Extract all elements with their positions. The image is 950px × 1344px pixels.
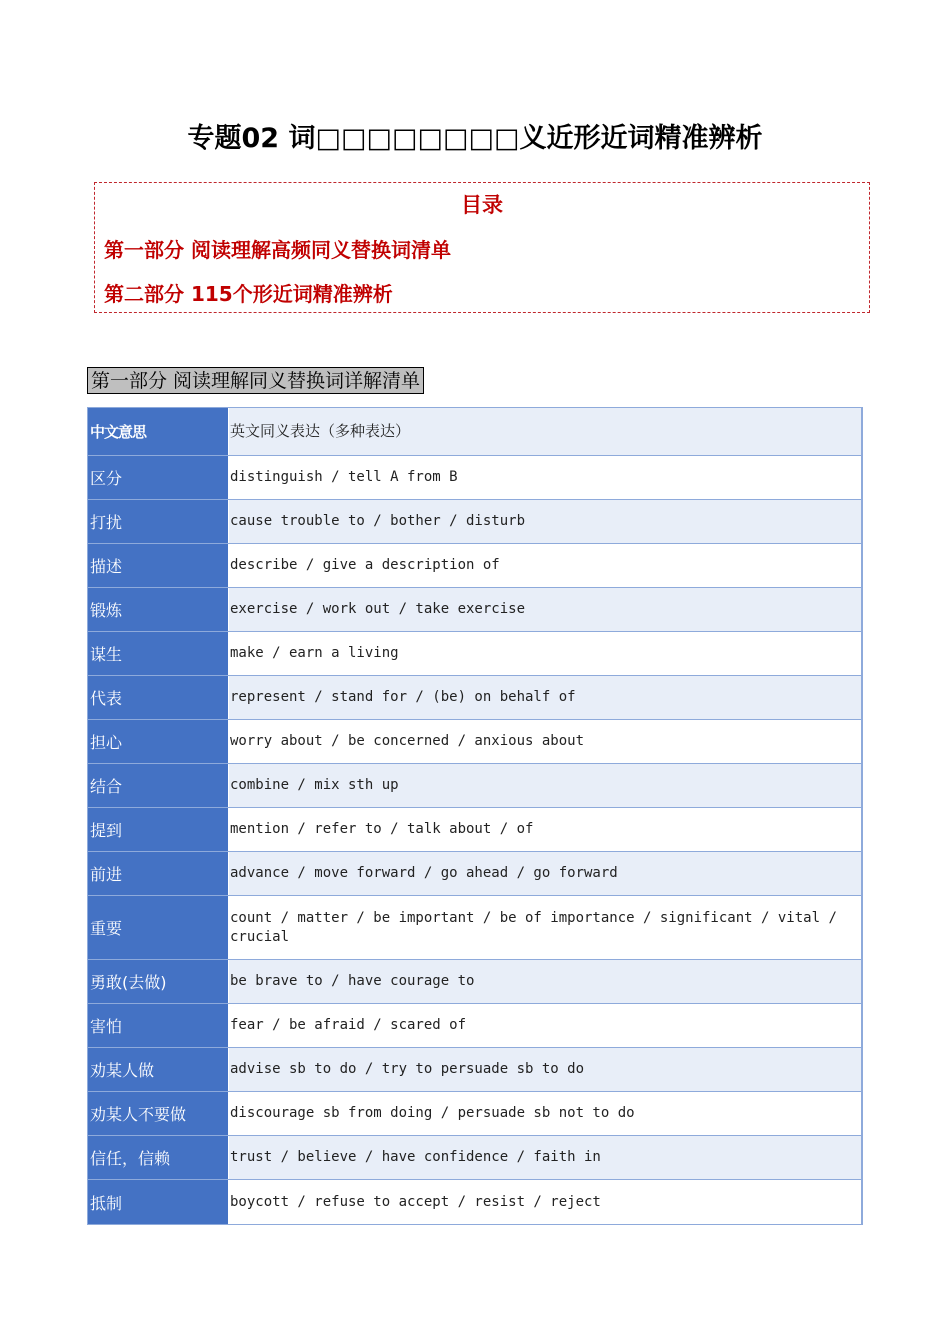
row-en: make / earn a living — [230, 645, 399, 661]
toc-item-part-2[interactable]: 第二部分 115个形近词精准辨析 — [104, 282, 393, 306]
table-row — [88, 1136, 861, 1180]
row-en: distinguish / tell A from B — [230, 469, 458, 485]
row-cn: 提到 — [88, 808, 229, 851]
table-row — [88, 1048, 861, 1092]
row-en: describe / give a description of — [230, 557, 500, 573]
table-row — [88, 1004, 861, 1048]
row-cn: 劝某人不要做 — [88, 1092, 229, 1135]
row-cn: 前进 — [88, 852, 229, 895]
table-row — [88, 1092, 861, 1136]
table-row — [88, 808, 861, 852]
table-header-row — [88, 408, 861, 456]
table-row — [88, 456, 861, 500]
synonym-table — [87, 407, 863, 1225]
row-en: combine / mix sth up — [229, 764, 861, 807]
table-row — [88, 896, 861, 960]
row-en: cause trouble to / bother / disturb — [229, 500, 861, 543]
row-cn: 信任，信赖 — [88, 1136, 229, 1179]
header-en: 英文同义表达（多种表达） — [229, 408, 861, 455]
row-cn: 劝某人做 — [88, 1048, 229, 1091]
row-cn: 区分 — [88, 456, 229, 499]
row-cn: 担心 — [88, 720, 229, 763]
table-row — [88, 544, 861, 588]
row-cn: 重要 — [88, 896, 229, 959]
table-row — [88, 632, 861, 676]
row-cn: 抵制 — [88, 1180, 229, 1224]
table-row — [88, 588, 861, 632]
table-row — [88, 676, 861, 720]
row-cn: 结合 — [88, 764, 229, 807]
row-cn: 代表 — [88, 676, 229, 719]
table-row — [88, 960, 861, 1004]
row-en: advise sb to do / try to persuade sb to do — [229, 1048, 861, 1091]
toc-item-part-1[interactable]: 第一部分 阅读理解高频同义替换词清单 — [104, 238, 451, 262]
toc-heading: 目录 — [461, 193, 503, 217]
row-cn: 害怕 — [88, 1004, 229, 1047]
row-en: represent / stand for / (be) on behalf of — [229, 676, 861, 719]
row-en: discourage sb from doing / persuade sb not to do — [230, 1105, 635, 1121]
row-cn: 打扰 — [88, 500, 229, 543]
table-row — [88, 764, 861, 808]
row-en: advance / move forward / go ahead / go forward — [229, 852, 861, 895]
row-en: exercise / work out / take exercise — [229, 588, 861, 631]
row-cn: 描述 — [88, 544, 229, 587]
row-cn: 勇敢(去做) — [88, 960, 229, 1003]
table-row — [88, 852, 861, 896]
row-en: worry about / be concerned / anxious about — [230, 733, 585, 749]
row-cn: 锻炼 — [88, 588, 229, 631]
header-cn: 中文意思 — [88, 408, 229, 455]
row-en: mention / refer to / talk about / of — [230, 821, 534, 837]
table-of-contents — [94, 182, 870, 313]
row-cn: 谋生 — [88, 632, 229, 675]
table-row — [88, 720, 861, 764]
row-en: be brave to / have courage to — [229, 960, 861, 1003]
row-en: fear / be afraid / scared of — [230, 1017, 467, 1033]
section-heading: 第一部分 阅读理解同义替换词详解清单 — [87, 367, 424, 394]
table-row — [88, 1180, 861, 1224]
table-row — [88, 500, 861, 544]
row-en: boycott / refuse to accept / resist / reject — [230, 1193, 601, 1210]
row-en: count / matter / be important / be of importance / significant / vital / crucial — [230, 909, 837, 945]
page-title: 专题02 词□□□□□□□□义近形近词精准辨析 — [187, 123, 763, 154]
row-en: trust / believe / have confidence / faith in — [229, 1136, 861, 1179]
